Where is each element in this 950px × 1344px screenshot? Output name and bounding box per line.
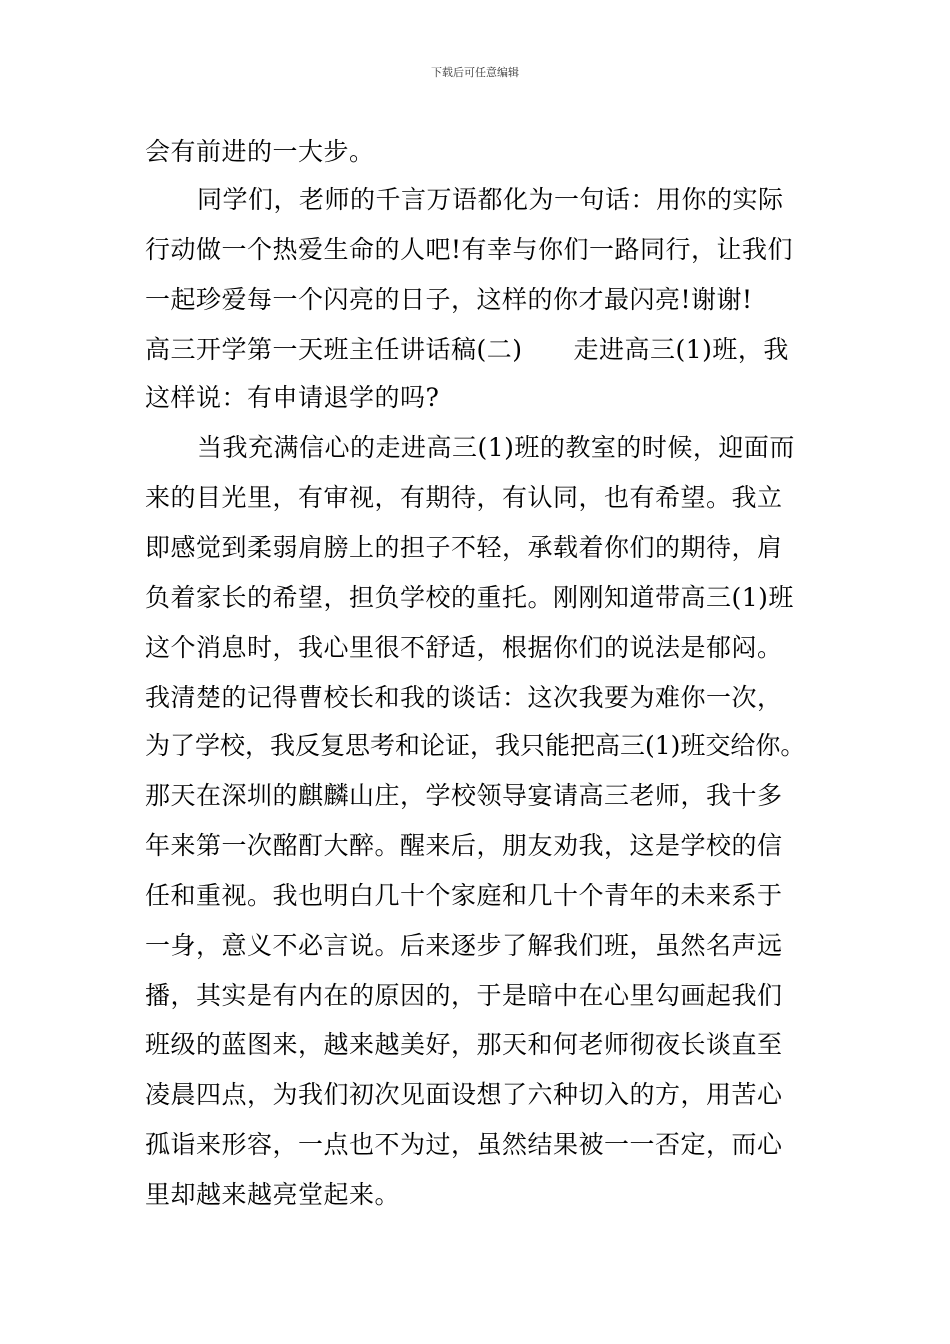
- text-line: 为了学校，我反复思考和论证，我只能把高三(1)班交给你。: [145, 731, 806, 760]
- text-line: 当我充满信心的走进高三(1)班的教室的时候，迎面而: [197, 433, 795, 462]
- text-line: 一身，意义不必言说。后来逐步了解我们班，虽然名声远: [145, 931, 783, 960]
- section-title-line: 高三开学第一天班主任讲话稿(二) 走进高三(1)班，我: [145, 335, 789, 364]
- text-line: 一起珍爱每一个闪亮的日子，这样的你才最闪亮!谢谢!: [145, 285, 753, 314]
- text-line: 任和重视。我也明白几十个家庭和几十个青年的未来系于: [145, 881, 783, 910]
- text-line: 年来第一次酩酊大醉。醒来后，朋友劝我，这是学校的信: [145, 831, 783, 860]
- text-line: 我清楚的记得曹校长和我的谈话：这次我要为难你一次，: [145, 683, 783, 712]
- text-line: 班级的蓝图来，越来越美好，那天和何老师彻夜长谈直至: [145, 1030, 783, 1059]
- text-line: 这个消息时，我心里很不舒适，根据你们的说法是郁闷。: [145, 633, 783, 662]
- text-line: 那天在深圳的麒麟山庄，学校领导宴请高三老师，我十多: [145, 781, 783, 810]
- text-line: 孤诣来形容，一点也不为过，虽然结果被一一否定，而心: [145, 1130, 783, 1159]
- text-line: 会有前进的一大步。: [145, 137, 375, 166]
- text-line: 负着家长的希望，担负学校的重托。刚刚知道带高三(1)班: [145, 583, 794, 612]
- text-line: 行动做一个热爱生命的人吧!有幸与你们一路同行，让我们: [145, 235, 794, 264]
- text-line: 同学们，老师的千言万语都化为一句话：用你的实际: [197, 185, 784, 214]
- text-line: 来的目光里，有审视，有期待，有认同，也有希望。我立: [145, 483, 783, 512]
- text-line: 即感觉到柔弱肩膀上的担子不轻，承载着你们的期待，肩: [145, 533, 783, 562]
- text-line: 凌晨四点，为我们初次见面设想了六种切入的方，用苦心: [145, 1080, 783, 1109]
- text-line: 播，其实是有内在的原因的，于是暗中在心里勾画起我们: [145, 981, 783, 1010]
- text-line: 这样说：有申请退学的吗?: [145, 383, 440, 412]
- text-line: 里却越来越亮堂起来。: [145, 1180, 401, 1209]
- page-header: 下载后可任意编辑: [431, 66, 519, 79]
